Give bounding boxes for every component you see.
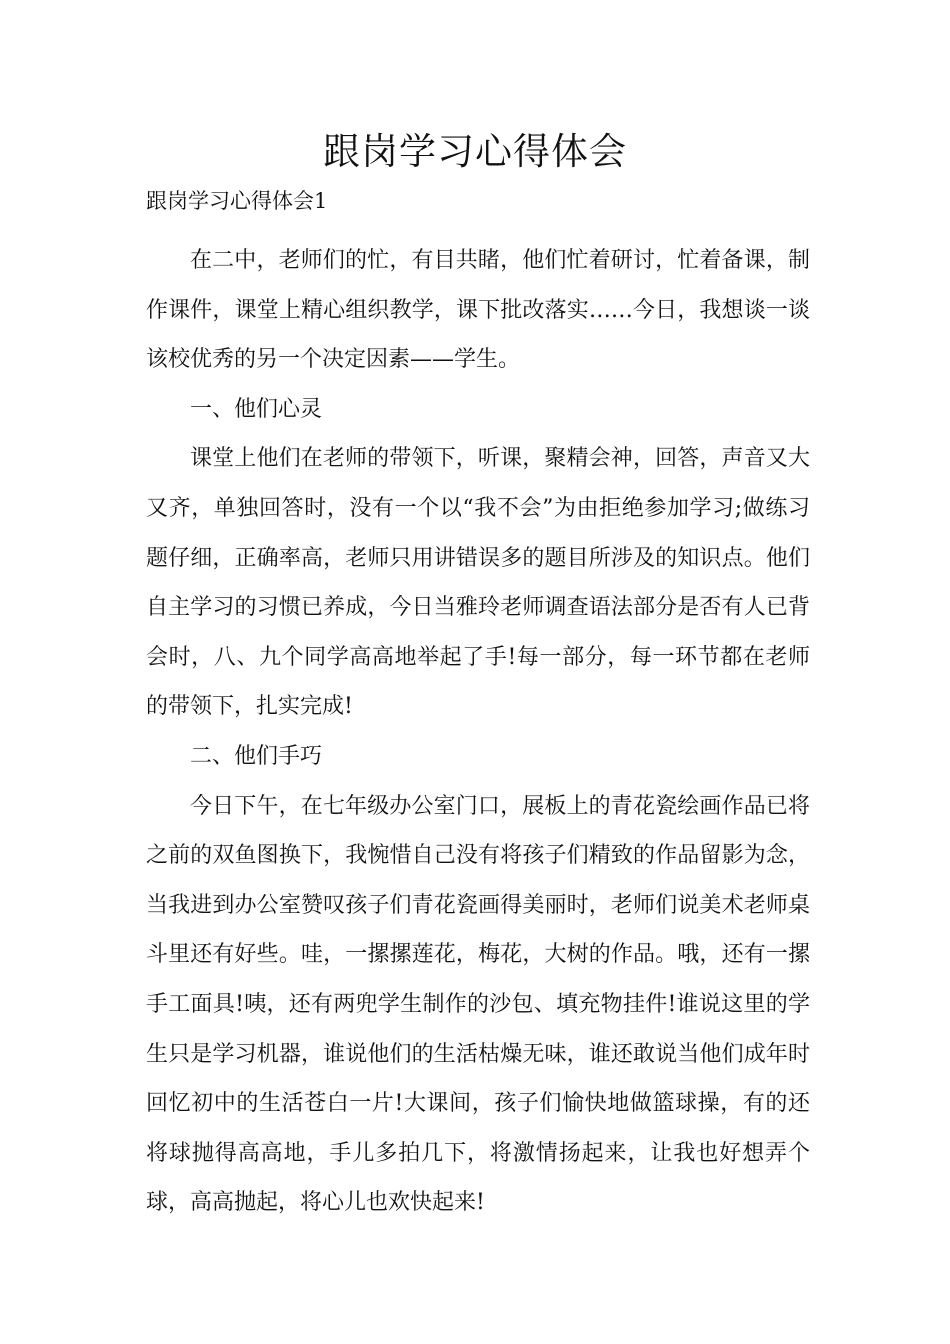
paragraph-section-2: 今日下午，在七年级办公室门口，展板上的青花瓷绘画作品已将之前的双鱼图换下，我惋惜自己没有将孩子们精致的作品留影为念，当我进到办公室赞叹孩子们青花瓷画得美丽时，老师们说美术老师桌斗里还有好些。哇，一摞摞莲花，梅花，大树的作品。哦，还有一摞手工面具!咦，还有两兜学生制作的沙包、填充物挂件!谁说这里的学生只是学习机器，谁说他们的生活枯燥无味，谁还敢说当他们成年时回忆初中的生活苍白一片!大课间，孩子们愉快地做篮球操，有的还将球抛得高高地，手儿多拍几下，将激情扬起来，让我也好想弄个球，高高抛起，将心儿也欢快起来!	[146, 793, 810, 1216]
document-title: 跟岗学习心得体会	[323, 130, 627, 173]
paragraph-intro: 在二中，老师们的忙，有目共睹，他们忙着研讨，忙着备课，制作课件，课堂上精心组织教学，课下批改落实……今日，我想谈一谈该校优秀的另一个决定因素——学生。	[146, 248, 810, 373]
section-subtitle: 跟岗学习心得体会1	[146, 189, 328, 213]
document-body	[146, 236, 810, 1228]
heading-section-1: 一、他们心灵	[190, 396, 323, 422]
heading-section-2: 二、他们手巧	[190, 743, 323, 769]
paragraph-section-1: 课堂上他们在老师的带领下，听课，聚精会神，回答，声音又大又齐，单独回答时，没有一个以“我不会”为由拒绝参加学习;做练习题仔细，正确率高，老师只用讲错误多的题目所涉及的知识点。他们自主学习的习惯已养成，今日当雅玲老师调查语法部分是否有人已背会时，八、九个同学高高地举起了手!每一部分，每一环节都在老师的带领下，扎实完成!	[146, 446, 810, 720]
